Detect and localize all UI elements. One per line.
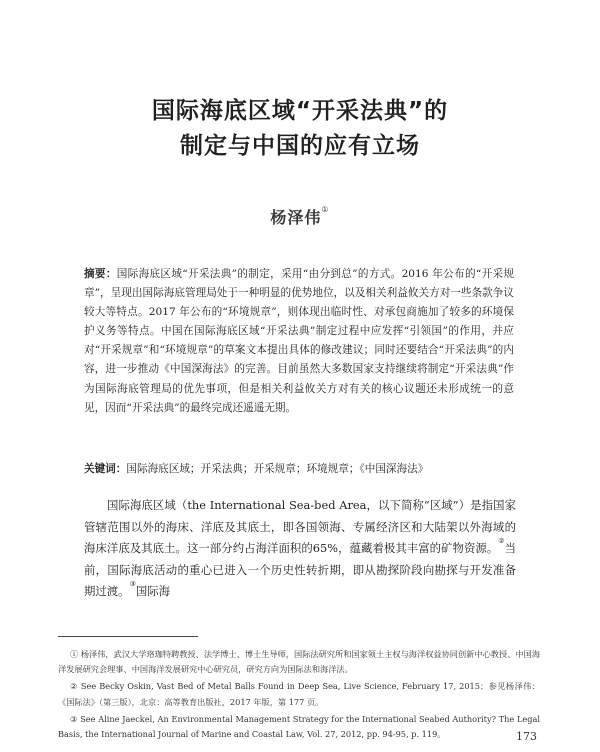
footnote-mark: ① [70,649,79,659]
keywords-label: 关键词： [84,463,127,475]
keywords [84,460,514,479]
abstract-label: 摘要： [84,268,117,280]
body-text-a: 国际海底区域（the International Sea-bed Area，以下简称“区域”）是指国家管辖范围以外的海床、洋底及其底土，即各国领海、专属经济区和大陆架以外海域的海床洋底及其底土。这一部分约占海洋面积的65%，蕴藏着极其丰富的矿物资源。 [84,498,516,555]
footnote-text: 杨泽伟，武汉大学珞珈特聘教授、法学博士、博士生导师，国际法研究所和国家领土主权与海洋权益协同创新中心教授、中国海洋发展研究会理事、中国海洋发展研究中心研究员，研究方向为国际法和海洋法。 [58,649,540,675]
page-number: 173 [516,730,537,743]
body-text-b: 当前，国际海底活动的重心已进入一个历史性转折期，即从勘探阶段向勘探与开发准备期过渡。 [84,541,516,598]
author [0,205,600,228]
body-text-c: 国际海 [135,584,171,598]
footnote-mark: ② [70,681,78,692]
footnote-text: See Aline Jaeckel, An Environmental Management Strategy for the International Seabed Authority? The Legal Basis, the International Journal of Marine and Coastal Law, Vol. 27, 2012, pp. 94-95, p. 119。 [58,713,540,740]
abstract [84,265,514,418]
footnote-3 [58,712,540,742]
abstract-text: 国际海底区域“开采法典”的制定，采用“由分到总”的方式。2016 年公布的“开采规章”，呈现出国际海底管理局处于一种明显的优势地位，以及相关利益攸关方对一些条款争议较大等特点。2017 年公布的“环境规章”，则体现出临时性、对承包商施加了较多的环境保护义务等特点。中国在国际海底区域“开采法典”制定过程中应发挥“引领国”的作用，并应对“开采规章”和“环境规章”的草案文本提出具体的修改建议；同时还要结合“开采法典”的内容，进一步推动《中国深海法》的完善。目前虽然大多数国家支持继续将制定“开采法典”作为国际海底管理局的优先事项，但是相关利益攸关方对有关的核心议题还未形成统一的意见，因而“开采法典”的最终完成还遥遥无期。 [84,268,515,414]
footnote-1 [58,647,540,677]
body-note-mark-2: ② [498,537,505,545]
body-note-mark-3: ③ [129,580,136,588]
keywords-text: 国际海底区域；开采法典；开采规章；环境规章；《中国深海法》 [126,463,429,475]
footnote-mark: ③ [70,713,78,724]
title-line-2: 制定与中国的应有立场 [180,133,420,159]
author-note-mark: ① [321,205,330,214]
footnotes [58,647,540,744]
title-line-1: 国际海底区域“开采法典”的 [151,98,449,124]
footnote-2 [58,679,540,709]
footnote-rule [58,636,198,637]
author-name: 杨泽伟 [270,208,322,227]
footnote-text: See Becky Oskin, Vast Bed of Metal Balls Found in Deep Sea, Live Science, February 17, 2015；参见杨泽伟：《国际法》（第三版），北京：高等教育出版社，2017 年版，第 177 页。 [58,681,540,707]
body-paragraph [84,495,516,603]
